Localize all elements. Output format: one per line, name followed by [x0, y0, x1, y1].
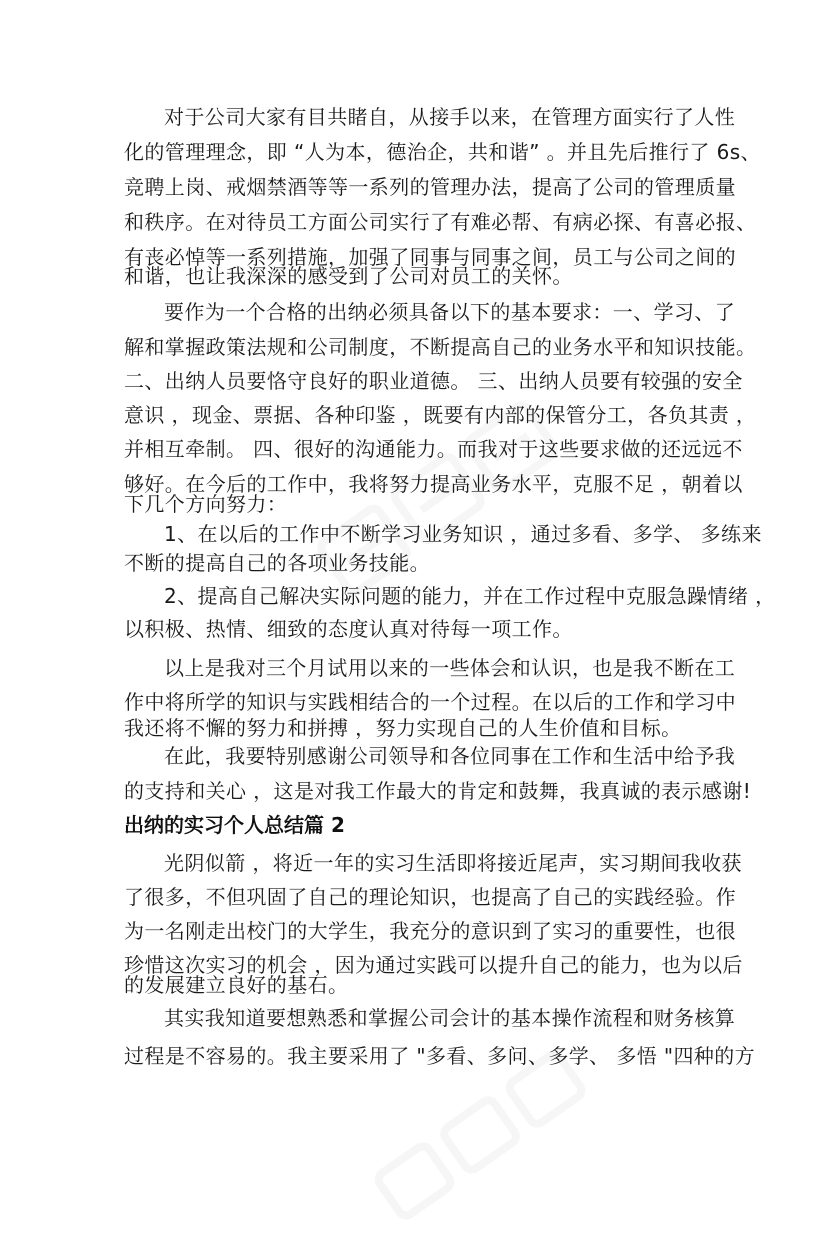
paragraph-line: 为一名刚走出校门的大学生，我充分的意识到了实习的重要性，也很: [124, 919, 736, 943]
paragraph-line: 意识 ，现金、票据、各种印鉴 ，既要有内部的保管分工，各负其责 ，: [124, 403, 757, 427]
paragraph-line: 以上是我对三个月试用以来的一些体会和认识，也是我不断在工: [164, 656, 736, 680]
list-item-line: 2、提高自己解决实际问题的能力，并在工作过程中克服急躁情绪 ，: [164, 584, 776, 608]
paragraph-line: 化的管理理念，即 “人为本，德治企，共和谐” 。并且先后推行了 6s、: [124, 140, 761, 164]
paragraph-line: 珍惜这次实习的机会 ，因为通过实践可以提升自己的能力，也为以后: [124, 953, 743, 977]
paragraph-line: 过程是不容易的。我主要采用了 "多看、多问、多学、 多悟 "四种的方: [124, 1044, 756, 1068]
paragraph-line: 光阴似箭 ，将近一年的实习生活即将接近尾声，实习期间我收获: [164, 851, 742, 875]
paragraph-line: 够好。在今后的工作中，我将努力提高业务水平，克服不足 ，朝着以: [124, 472, 743, 496]
list-item-line: 以积极、热情、细致的态度认真对待每一项工作。: [124, 617, 573, 641]
paragraph-line: 作中将所学的知识与实践相结合的一个过程。在以后的工作和学习中: [124, 690, 736, 714]
paragraph-line: 了很多，不但巩固了自己的理论知识，也提高了自己的实践经验。作: [124, 885, 736, 909]
paragraph-line: 我还将不懈的努力和拼搏 ，努力实现自己的人生价值和目标。: [124, 716, 682, 740]
paragraph-line: 的发展建立良好的基石。: [124, 973, 349, 997]
paragraph-line: 有丧必悼等一系列措施，加强了同事与同事之间，员工与公司之间的: [124, 245, 736, 269]
paragraph-line: 要作为一个合格的出纳必须具备以下的基本要求：一、学习、了: [164, 300, 736, 324]
section-heading: 出纳的实习个人总结篇 2: [124, 813, 345, 837]
paragraph-line: 在此，我要特别感谢公司领导和各位同事在工作和生活中给予我: [164, 744, 736, 768]
list-item-line: 1、在以后的工作中不断学习业务知识 ，通过多看、多学、 多练来: [164, 522, 762, 546]
paragraph-line: 的支持和关心 ，这是对我工作最大的肯定和鼓舞，我真诚的表示感谢!: [124, 779, 752, 803]
list-item-line: 不断的提高自己的各项业务技能。: [124, 551, 430, 575]
paragraph-line: 下几个方向努力：: [124, 492, 288, 516]
paragraph-line: 竞聘上岗、戒烟禁酒等等一系列的管理办法，提高了公司的管理质量: [124, 175, 736, 199]
paragraph-line: 和秩序。在对待员工方面公司实行了有难必帮、有病必探、有喜必报、: [124, 210, 757, 234]
paragraph-line: 二、出纳人员要恪守良好的职业道德。 三、出纳人员要有较强的安全: [124, 369, 743, 393]
paragraph-line: 并相互牵制。 四、很好的沟通能力。而我对于这些要求做的还远远不: [124, 437, 743, 461]
paragraph-line: 对于公司大家有目共睹自，从接手以来，在管理方面实行了人性: [164, 105, 736, 129]
paragraph-line: 和谐，也让我深深的感受到了公司对员工的关怀。: [124, 264, 573, 288]
paragraph-line: 其实我知道要想熟悉和掌握公司会计的基本操作流程和财务核算: [164, 1006, 736, 1030]
paragraph-line: 解和掌握政策法规和公司制度，不断提高自己的业务水平和知识技能。: [124, 335, 757, 359]
